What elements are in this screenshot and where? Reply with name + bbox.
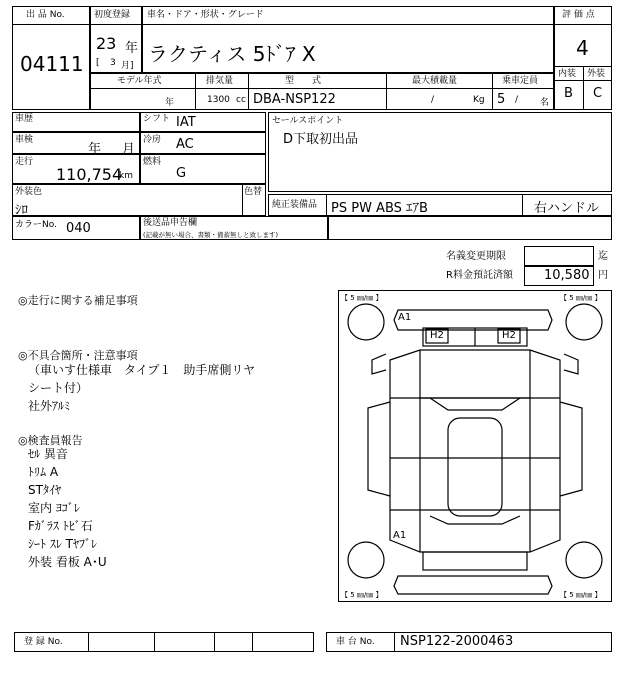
tire-label-front-left: 【 5 ㎜/㎜ 】	[341, 294, 383, 302]
fuel-label: 燃料	[143, 157, 162, 167]
inspector-line-7: 外装 看板 A･U	[28, 555, 107, 569]
rear-panel	[423, 552, 527, 570]
ac-value: AC	[176, 137, 194, 152]
defect-line-1: （車いす仕様車 タイプ１ 助手席側リヤ	[28, 363, 256, 377]
sales-point-value: D下取初出品	[283, 132, 359, 147]
sales-point-label: セールスポイント	[272, 116, 344, 126]
model-code: DBA-NSP122	[253, 92, 336, 107]
mileage-value: 110,754	[56, 165, 123, 184]
displacement-label: 排気量	[206, 76, 234, 86]
defect-line-2: シート付）	[28, 381, 89, 395]
mileage-label: 走行	[15, 157, 34, 167]
equipment-value: PS PW ABS ｴｱB	[331, 201, 428, 216]
damage-mark-a1-front: A1	[398, 312, 412, 323]
car-name-label: 車名・ドア・形状・グレード	[147, 10, 264, 20]
aftermarket-label: 後送品申告欄	[143, 218, 198, 228]
body-outline	[390, 350, 560, 552]
capacity-unit: 名	[540, 98, 550, 108]
driving-notes-title: ◎走行に関する補足事項	[18, 294, 138, 307]
interior-grade: B	[564, 86, 573, 101]
rear-window	[430, 516, 520, 524]
displacement-unit: cc	[236, 95, 246, 105]
reg-no-label: 登 録 No.	[24, 637, 63, 647]
fuel-value: G	[176, 166, 187, 181]
inspector-line-6: ｼｰﾄ ｽﾚ Tﾔﾌﾞﾚ	[28, 537, 97, 551]
first-reg-label: 初度登録	[94, 10, 131, 20]
load-slash: /	[431, 95, 435, 105]
exterior-color-value: ｼﾛ	[15, 203, 28, 218]
mirror-left	[372, 354, 386, 374]
interior-label: 内装	[558, 69, 577, 79]
car-diagram	[338, 290, 612, 602]
inspector-line-1: ｾﾙ 異音	[28, 447, 68, 461]
score-value: 4	[576, 36, 589, 60]
name-change-label: 名義変更期限	[446, 251, 506, 262]
type-label: 型 式	[285, 76, 322, 86]
chassis-number: NSP122-2000463	[400, 634, 514, 649]
inspection-year-unit: 年	[88, 142, 102, 157]
inspector-line-3: STﾀｲﾔ	[28, 483, 61, 497]
load-unit: Kg	[473, 95, 485, 105]
shift-value: IAT	[176, 115, 196, 130]
tire-label-rear-left: 【 5 ㎜/㎜ 】	[341, 591, 383, 599]
reg-month-close: 月]	[121, 61, 134, 71]
repaint-label: 色替	[244, 187, 263, 197]
history-label: 車歴	[15, 114, 34, 124]
model-year-unit: 年	[165, 98, 175, 108]
exterior-color-box	[12, 184, 266, 216]
windshield	[430, 398, 520, 410]
tire-label-front-right: 【 5 ㎜/㎜ 】	[560, 294, 602, 302]
shift-label: シフト	[143, 114, 171, 124]
inspector-line-2: ﾄﾘﾑ A	[28, 465, 59, 479]
mileage-unit: km	[119, 171, 133, 181]
inspector-line-4: 室内 ﾖｺﾞﾚ	[28, 501, 80, 515]
score-label: 評 価 点	[562, 10, 595, 20]
rear-bumper	[394, 576, 552, 594]
reg-month-open: [	[96, 58, 100, 68]
roof	[448, 418, 502, 516]
exterior-grade: C	[593, 86, 603, 101]
defects-title: ◎不具合箇所・注意事項	[18, 349, 138, 362]
blank-right-box	[328, 216, 612, 240]
displacement-value: 1300	[207, 95, 230, 105]
color-no-label: カラーNo.	[15, 220, 57, 230]
tire-rear-right	[566, 542, 602, 578]
lot-label: 出 品 No.	[26, 10, 65, 20]
recycle-unit: 円	[598, 270, 608, 281]
lot-number: 04111	[20, 52, 84, 76]
reg-year: 23	[96, 34, 117, 53]
damage-mark-a1-side: A1	[393, 530, 407, 541]
tire-front-right	[566, 304, 602, 340]
tire-label-rear-right: 【 5 ㎜/㎜ 】	[560, 591, 602, 599]
damage-mark-h2-right: H2	[502, 330, 516, 341]
inspection-label: 車検	[15, 135, 34, 145]
ac-label: 冷房	[143, 135, 162, 145]
aftermarket-note: (記載が無い場合、書類・備蓄無しと致します)	[143, 231, 279, 239]
steering-value: 右ハンドル	[534, 201, 600, 216]
tire-rear-left	[348, 542, 384, 578]
defect-line-3: 社外ｱﾙﾐ	[28, 399, 71, 413]
recycle-value: 10,580	[544, 268, 590, 283]
inspection-month-unit: 月	[122, 142, 136, 157]
car-name: ラクティス 5ﾄﾞｱ X	[148, 42, 316, 66]
recycle-label: R料金預託済額	[446, 270, 513, 281]
tire-front-left	[348, 304, 384, 340]
chassis-label: 車 台 No.	[336, 637, 375, 647]
color-no-value: 040	[66, 221, 91, 236]
hood	[420, 350, 530, 398]
load-label: 最大積載量	[412, 76, 458, 86]
reg-month: 3	[110, 58, 116, 68]
inspector-title: ◎検査員報告	[18, 434, 83, 447]
name-change-box	[524, 246, 594, 266]
reg-year-unit: 年	[125, 41, 139, 56]
model-year-label: モデル年式	[117, 76, 162, 86]
front-bumper	[394, 310, 552, 330]
capacity-value: 5	[497, 92, 506, 107]
capacity-slash: /	[515, 95, 519, 105]
inspector-line-5: Fｶﾞﾗｽ ﾄﾋﾞ石	[28, 519, 93, 533]
damage-mark-h2-left: H2	[430, 330, 444, 341]
exterior-label: 外装	[587, 69, 606, 79]
capacity-label: 乗車定員	[502, 76, 539, 86]
equipment-label: 純正装備品	[272, 200, 318, 210]
mirror-right	[564, 354, 578, 374]
name-change-unit: 迄	[598, 251, 608, 262]
exterior-color-label: 外装色	[15, 187, 43, 197]
